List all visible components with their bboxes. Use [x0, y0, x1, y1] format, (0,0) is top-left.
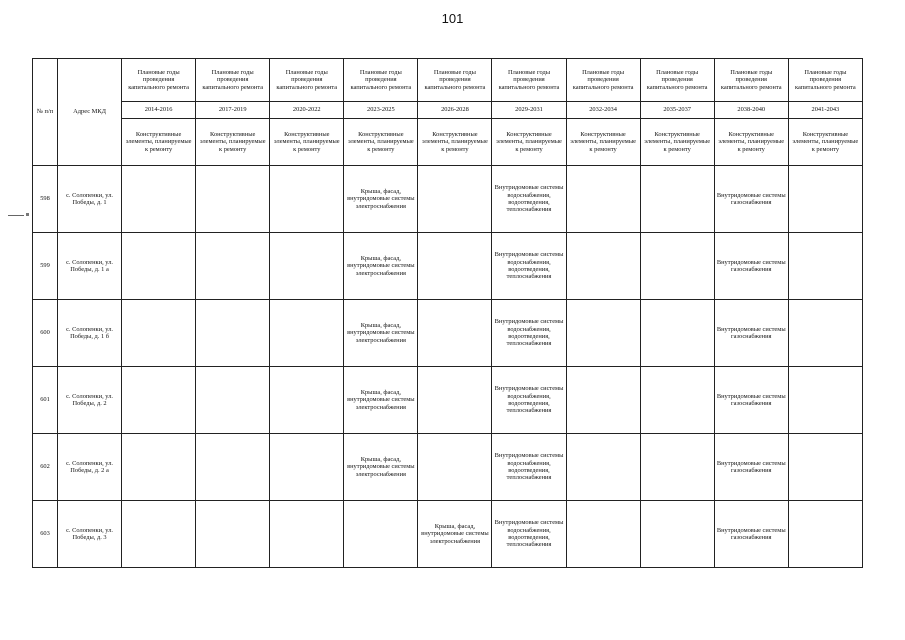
header-plan-label: Плановые годы проведения капитального ремонта — [492, 59, 566, 102]
repair-cell — [788, 233, 862, 300]
header-plan-label: Плановые годы проведения капитального ремонта — [270, 59, 344, 102]
header-plan-label: Плановые годы проведения капитального ремонта — [788, 59, 862, 102]
repair-cell — [640, 233, 714, 300]
repair-cell — [418, 434, 492, 501]
header-elements: Конструктивные элементы, планируемые к ремонту — [418, 119, 492, 166]
row-address: с. Солопенки, ул. Победы, д. 1 б — [58, 300, 122, 367]
table-row — [33, 166, 863, 233]
repair-cell — [788, 367, 862, 434]
page-number: 101 — [441, 11, 464, 26]
repair-cell — [788, 300, 862, 367]
repair-cell: Внутридомовые системы водоснабжения, водоотведения, теплоснабжения — [492, 300, 566, 367]
header-elements: Конструктивные элементы, планируемые к ремонту — [640, 119, 714, 166]
repair-cell — [196, 367, 270, 434]
repair-cell: Внутридомовые системы водоснабжения, водоотведения, теплоснабжения — [492, 367, 566, 434]
repair-cell — [122, 501, 196, 568]
repair-cell — [270, 434, 344, 501]
header-years: 2029-2031 — [492, 102, 566, 119]
row-number: 603 — [33, 501, 58, 568]
repair-cell — [196, 166, 270, 233]
repair-cell — [418, 166, 492, 233]
repair-cell — [196, 501, 270, 568]
header-row-plan — [33, 59, 863, 102]
header-row-years — [33, 102, 863, 119]
table-row — [33, 233, 863, 300]
header-plan-label: Плановые годы проведения капитального ремонта — [640, 59, 714, 102]
repair-cell — [640, 434, 714, 501]
repair-cell — [640, 367, 714, 434]
repair-cell — [344, 501, 418, 568]
header-years: 2038-2040 — [714, 102, 788, 119]
row-address: с. Солопенки, ул. Победы, д. 2 а — [58, 434, 122, 501]
table-body — [33, 166, 863, 568]
margin-tick — [26, 213, 29, 216]
repair-cell: Крыша, фасад, внутридомовые системы электроснабжения — [344, 434, 418, 501]
repair-cell — [566, 501, 640, 568]
header-years: 2041-2043 — [788, 102, 862, 119]
repair-cell — [566, 233, 640, 300]
margin-mark — [8, 215, 24, 216]
header-elements: Конструктивные элементы, планируемые к ремонту — [196, 119, 270, 166]
repair-cell: Крыша, фасад, внутридомовые системы электроснабжения — [418, 501, 492, 568]
repair-cell: Внутридомовые системы водоснабжения, водоотведения, теплоснабжения — [492, 233, 566, 300]
repair-cell — [788, 501, 862, 568]
header-plan-label: Плановые годы проведения капитального ремонта — [344, 59, 418, 102]
header-plan-label: Плановые годы проведения капитального ремонта — [122, 59, 196, 102]
row-number: 600 — [33, 300, 58, 367]
header-plan-label: Плановые годы проведения капитального ремонта — [714, 59, 788, 102]
repair-schedule-table — [32, 58, 863, 568]
header-years: 2020-2022 — [270, 102, 344, 119]
row-address: с. Солопенки, ул. Победы, д. 1 — [58, 166, 122, 233]
table-row — [33, 501, 863, 568]
row-number: 602 — [33, 434, 58, 501]
repair-cell: Крыша, фасад, внутридомовые системы электроснабжения — [344, 300, 418, 367]
header-plan-label: Плановые годы проведения капитального ремонта — [418, 59, 492, 102]
header-plan-label: Плановые годы проведения капитального ремонта — [196, 59, 270, 102]
table-row — [33, 367, 863, 434]
row-address: с. Солопенки, ул. Победы, д. 2 — [58, 367, 122, 434]
repair-cell: Крыша, фасад, внутридомовые системы электроснабжения — [344, 166, 418, 233]
header-elements: Конструктивные элементы, планируемые к ремонту — [788, 119, 862, 166]
repair-cell: Внутридомовые системы газоснабжения — [714, 501, 788, 568]
repair-cell — [566, 166, 640, 233]
repair-cell — [270, 233, 344, 300]
row-number: 599 — [33, 233, 58, 300]
repair-cell — [122, 233, 196, 300]
table-row — [33, 434, 863, 501]
row-address: с. Солопенки, ул. Победы, д. 3 — [58, 501, 122, 568]
repair-cell — [566, 434, 640, 501]
repair-cell — [788, 434, 862, 501]
header-years: 2032-2034 — [566, 102, 640, 119]
repair-cell: Внутридомовые системы газоснабжения — [714, 233, 788, 300]
repair-cell — [270, 300, 344, 367]
row-number: 601 — [33, 367, 58, 434]
header-years: 2023-2025 — [344, 102, 418, 119]
repair-cell: Внутридомовые системы газоснабжения — [714, 166, 788, 233]
repair-cell: Внутридомовые системы водоснабжения, водоотведения, теплоснабжения — [492, 434, 566, 501]
repair-cell — [566, 300, 640, 367]
header-elements: Конструктивные элементы, планируемые к ремонту — [270, 119, 344, 166]
header-elements: Конструктивные элементы, планируемые к ремонту — [492, 119, 566, 166]
repair-cell: Внутридомовые системы газоснабжения — [714, 367, 788, 434]
repair-cell — [270, 501, 344, 568]
repair-cell: Крыша, фасад, внутридомовые системы электроснабжения — [344, 367, 418, 434]
repair-cell — [270, 367, 344, 434]
repair-cell — [196, 434, 270, 501]
header-years: 2035-2037 — [640, 102, 714, 119]
repair-cell — [196, 300, 270, 367]
repair-cell — [418, 367, 492, 434]
repair-cell — [196, 233, 270, 300]
repair-cell — [122, 166, 196, 233]
repair-cell — [270, 166, 344, 233]
header-years: 2026-2028 — [418, 102, 492, 119]
table-row — [33, 300, 863, 367]
repair-cell — [122, 367, 196, 434]
repair-cell: Внутридомовые системы водоснабжения, водоотведения, теплоснабжения — [492, 166, 566, 233]
repair-cell: Внутридомовые системы водоснабжения, водоотведения, теплоснабжения — [492, 501, 566, 568]
repair-cell — [640, 166, 714, 233]
repair-cell — [122, 300, 196, 367]
header-address: Адрес МКД — [58, 59, 122, 166]
header-elements: Конструктивные элементы, планируемые к ремонту — [122, 119, 196, 166]
header-num: № п/п — [33, 59, 58, 166]
repair-cell — [418, 233, 492, 300]
header-elements: Конструктивные элементы, планируемые к ремонту — [714, 119, 788, 166]
repair-cell — [418, 300, 492, 367]
repair-cell: Крыша, фасад, внутридомовые системы электроснабжения — [344, 233, 418, 300]
repair-cell: Внутридомовые системы газоснабжения — [714, 434, 788, 501]
repair-cell — [788, 166, 862, 233]
header-elements: Конструктивные элементы, планируемые к ремонту — [566, 119, 640, 166]
header-years: 2014-2016 — [122, 102, 196, 119]
table-header — [33, 59, 863, 166]
repair-cell: Внутридомовые системы газоснабжения — [714, 300, 788, 367]
repair-cell — [640, 300, 714, 367]
repair-cell — [122, 434, 196, 501]
row-address: с. Солопенки, ул. Победы, д. 1 а — [58, 233, 122, 300]
header-row-elements — [33, 119, 863, 166]
header-plan-label: Плановые годы проведения капитального ремонта — [566, 59, 640, 102]
repair-cell — [566, 367, 640, 434]
row-number: 598 — [33, 166, 58, 233]
header-elements: Конструктивные элементы, планируемые к ремонту — [344, 119, 418, 166]
repair-cell — [640, 501, 714, 568]
header-years: 2017-2019 — [196, 102, 270, 119]
